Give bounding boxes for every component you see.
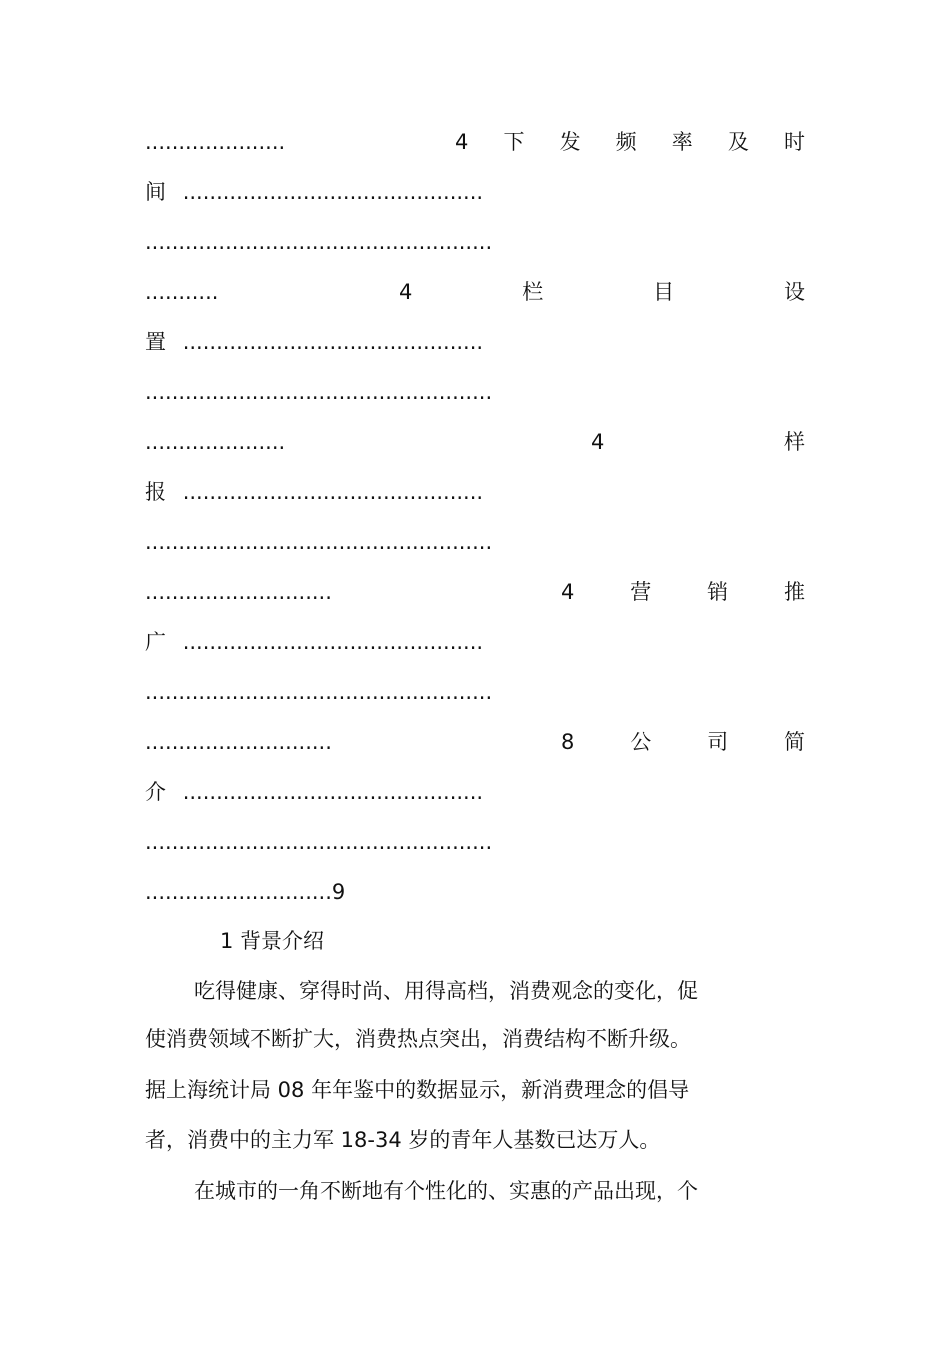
toc-title-spread (399, 277, 805, 307)
toc-continuation (145, 627, 483, 657)
toc-title-char: 下 (503, 130, 525, 154)
toc-title-char: 频 (615, 130, 637, 154)
toc-page-number: 4 (561, 580, 575, 604)
paragraph-line: 在城市的一角不断地有个性化的、实惠的产品出现，个 (194, 1179, 698, 1203)
toc-last-entry (145, 877, 345, 907)
toc-title-char: 置 (145, 330, 166, 354)
toc-leader-dots: ............................ (145, 880, 332, 904)
toc-leader-dots: ..................... (145, 130, 286, 154)
toc-title-char: 率 (671, 130, 693, 154)
toc-title-char: 及 (727, 130, 749, 154)
toc-title-char: 样 (784, 430, 805, 454)
toc-page-number: 9 (331, 880, 346, 904)
toc-title-char: 公 (630, 730, 652, 754)
toc-title-char: 推 (784, 580, 805, 604)
toc-leader-dots: ............................................. (182, 630, 484, 654)
toc-continuation (145, 777, 483, 807)
toc-leader-dots: .................................................... (145, 230, 493, 254)
toc-title-spread (561, 727, 805, 757)
toc-title-spread (591, 427, 805, 457)
toc-leader-dots: ............................................. (182, 780, 484, 804)
toc-entry-4 (145, 577, 805, 607)
toc-entry-5 (145, 727, 805, 757)
toc-leader-dots: ............................................. (182, 480, 484, 504)
toc-title-char: 司 (707, 730, 729, 754)
toc-page-number: 4 (455, 130, 469, 154)
toc-title-char: 时 (783, 130, 805, 154)
paragraph-line: 吃得健康、穿得时尚、用得高档，消费观念的变化，促 (194, 979, 698, 1003)
toc-title-char: 简 (784, 730, 805, 754)
toc-title-char: 栏 (522, 280, 544, 304)
toc-continuation (145, 327, 483, 357)
toc-leader-dots: ............................................. (182, 330, 484, 354)
toc-title-char: 间 (145, 180, 166, 204)
toc-title-spread (561, 577, 805, 607)
toc-title-char: 发 (559, 130, 581, 154)
toc-leader-dots: .................................................... (145, 680, 493, 704)
toc-leader-dots: ..................... (145, 430, 286, 454)
paragraph-line: 据上海统计局 08 年年鉴中的数据显示，新消费理念的倡导 (145, 1078, 690, 1102)
toc-title-char: 销 (707, 580, 729, 604)
section-heading: 1 背景介绍 (220, 929, 325, 953)
toc-title-char: 报 (145, 480, 166, 504)
toc-leader-dots: ............................ (145, 580, 332, 604)
toc-entry-1 (145, 127, 805, 157)
toc-continuation (145, 477, 483, 507)
toc-leader-dots: .................................................... (145, 530, 493, 554)
toc-entry-3 (145, 427, 805, 457)
paragraph-line: 者，消费中的主力军 18-34 岁的青年人基数已达万人。 (145, 1128, 661, 1152)
toc-page-number: 4 (399, 280, 413, 304)
toc-entry-2 (145, 277, 805, 307)
toc-leader-dots: ............................................. (182, 180, 484, 204)
toc-title-char: 营 (630, 580, 652, 604)
toc-title-char: 介 (145, 780, 166, 804)
toc-page-number: 8 (561, 730, 575, 754)
toc-title-char: 广 (145, 630, 166, 654)
toc-title-spread (455, 127, 805, 157)
toc-title-char: 设 (784, 280, 805, 304)
toc-leader-dots: .................................................... (145, 830, 493, 854)
toc-leader-dots: .................................................... (145, 380, 493, 404)
toc-leader-dots: ............................ (145, 730, 332, 754)
toc-leader-dots: ........... (145, 280, 219, 304)
toc-page-number: 4 (591, 430, 605, 454)
toc-continuation (145, 177, 483, 207)
paragraph-line: 使消费领域不断扩大，消费热点突出，消费结构不断升级。 (145, 1027, 691, 1051)
toc-title-char: 目 (653, 280, 675, 304)
